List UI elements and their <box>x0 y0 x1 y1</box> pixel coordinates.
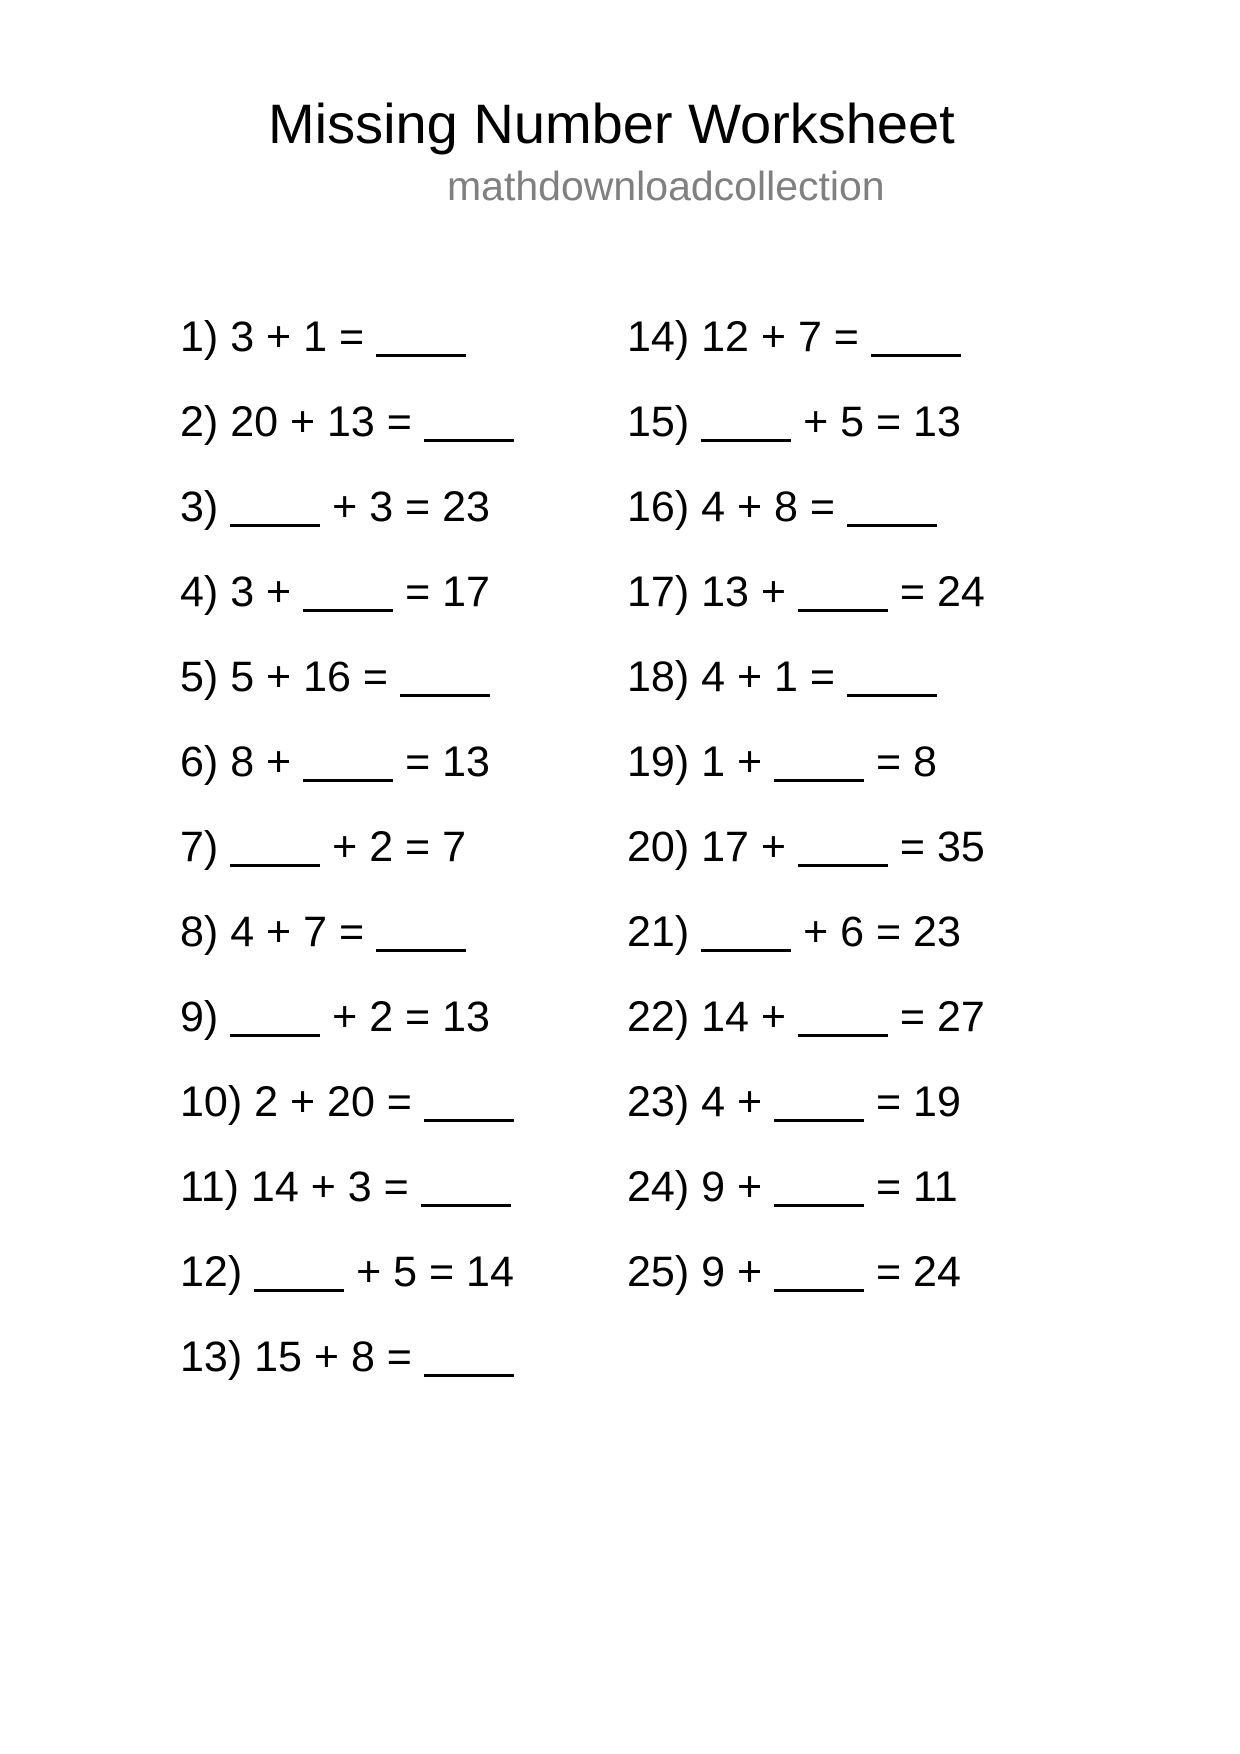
problem-expression: 4 + 7 = <box>230 908 365 956</box>
problem-number: 25) <box>627 1248 690 1296</box>
answer-blank[interactable] <box>871 353 961 357</box>
answer-blank[interactable] <box>424 1373 514 1377</box>
problem-expression: 12 + 7 = <box>701 313 859 361</box>
problem-number: 16) <box>627 483 690 531</box>
problem-number: 9) <box>180 993 219 1041</box>
problem-expression: = 13 <box>405 738 490 786</box>
problem-item <box>627 1077 985 1162</box>
problem-expression: 3 + 1 = <box>230 313 365 361</box>
problem-number: 23) <box>627 1078 690 1126</box>
problem-item <box>180 482 514 567</box>
problem-expression: = 24 <box>899 568 985 616</box>
problem-expression: = 27 <box>899 993 985 1041</box>
worksheet-source: mathdownloadcollection <box>447 163 885 209</box>
problem-number: 4) <box>180 568 219 616</box>
answer-blank[interactable] <box>230 863 320 867</box>
problem-item <box>180 907 514 992</box>
problem-number: 19) <box>627 738 690 786</box>
answer-blank[interactable] <box>774 1118 864 1122</box>
problem-expression: 5 + 16 = <box>230 653 388 701</box>
problem-number: 11) <box>180 1163 239 1211</box>
problem-item <box>627 1247 985 1332</box>
answer-blank[interactable] <box>701 948 791 952</box>
problem-expression: 2 + 20 = <box>254 1078 412 1126</box>
answer-blank[interactable] <box>303 778 393 782</box>
problem-expression: 8 + <box>230 738 292 786</box>
problem-number: 10) <box>180 1078 243 1126</box>
answer-blank[interactable] <box>254 1288 344 1292</box>
problem-item <box>627 907 985 992</box>
problem-item <box>627 652 985 737</box>
answer-blank[interactable] <box>774 1203 864 1207</box>
problem-expression: = 24 <box>876 1248 961 1296</box>
problem-expression: 9 + <box>701 1248 763 1296</box>
problem-number: 24) <box>627 1163 690 1211</box>
answer-blank[interactable] <box>376 353 466 357</box>
answer-blank[interactable] <box>303 608 393 612</box>
problem-expression: = 35 <box>899 823 985 871</box>
answer-blank[interactable] <box>847 693 937 697</box>
problem-number: 8) <box>180 908 219 956</box>
problem-expression: 1 + <box>701 738 763 786</box>
problem-expression: 13 + <box>701 568 786 616</box>
problem-expression: = 8 <box>876 738 937 786</box>
problem-number: 15) <box>627 398 690 446</box>
problem-item <box>180 1077 514 1162</box>
problem-expression: 9 + <box>701 1163 763 1211</box>
problem-expression: + 5 = 14 <box>356 1248 514 1296</box>
problem-expression: 4 + <box>701 1078 763 1126</box>
problem-number: 1) <box>180 313 219 361</box>
answer-blank[interactable] <box>376 948 466 952</box>
problem-expression: 4 + 1 = <box>701 653 836 701</box>
problem-item <box>627 822 985 907</box>
answer-blank[interactable] <box>774 778 864 782</box>
answer-blank[interactable] <box>847 523 937 527</box>
answer-blank[interactable] <box>798 1033 888 1037</box>
answer-blank[interactable] <box>798 863 888 867</box>
worksheet-title: Missing Number Worksheet <box>268 92 955 155</box>
problem-item <box>627 567 985 652</box>
problem-number: 21) <box>627 908 690 956</box>
answer-blank[interactable] <box>230 523 320 527</box>
problem-expression: = 11 <box>876 1163 958 1211</box>
problem-item <box>180 397 514 482</box>
problem-number: 20) <box>627 823 690 871</box>
problem-number: 2) <box>180 398 219 446</box>
problem-number: 3) <box>180 483 219 531</box>
answer-blank[interactable] <box>774 1288 864 1292</box>
answer-blank[interactable] <box>230 1033 320 1037</box>
problem-expression: 3 + <box>230 568 292 616</box>
problem-expression: 14 + <box>701 993 786 1041</box>
problem-expression: = 19 <box>876 1078 961 1126</box>
problem-item <box>627 312 985 397</box>
problem-column-left <box>180 312 514 1417</box>
problem-number: 17) <box>627 568 690 616</box>
problem-item <box>627 1162 985 1247</box>
answer-blank[interactable] <box>424 438 514 442</box>
answer-blank[interactable] <box>424 1118 514 1122</box>
problem-item <box>180 1332 514 1417</box>
problem-item <box>627 737 985 822</box>
problem-expression: + 6 = 23 <box>803 908 961 956</box>
problem-expression: 14 + 3 = <box>250 1163 409 1211</box>
problem-item <box>180 1247 514 1332</box>
answer-blank[interactable] <box>798 608 888 612</box>
problem-item <box>180 652 514 737</box>
problem-item <box>180 567 514 652</box>
problem-expression: + 5 = 13 <box>803 398 961 446</box>
problem-number: 5) <box>180 653 219 701</box>
problem-number: 18) <box>627 653 690 701</box>
problem-number: 6) <box>180 738 219 786</box>
problem-expression: + 2 = 13 <box>332 993 490 1041</box>
problem-item <box>180 1162 514 1247</box>
problem-expression: 4 + 8 = <box>701 483 836 531</box>
problem-expression: + 2 = 7 <box>332 823 467 871</box>
problem-expression: 20 + 13 = <box>230 398 412 446</box>
problem-number: 22) <box>627 993 690 1041</box>
problem-expression: 15 + 8 = <box>254 1333 412 1381</box>
problem-item <box>180 312 514 397</box>
problem-expression: 17 + <box>701 823 786 871</box>
problem-item <box>180 822 514 907</box>
problem-number: 12) <box>180 1248 243 1296</box>
problem-item <box>627 397 985 482</box>
problem-item <box>627 992 985 1077</box>
problem-number: 7) <box>180 823 219 871</box>
problem-item <box>627 482 985 567</box>
problem-item <box>180 992 514 1077</box>
problem-number: 13) <box>180 1333 243 1381</box>
problem-expression: = 17 <box>405 568 490 616</box>
problem-expression: + 3 = 23 <box>332 483 490 531</box>
answer-blank[interactable] <box>400 693 490 697</box>
answer-blank[interactable] <box>421 1203 511 1207</box>
problem-column-right <box>627 312 985 1332</box>
problem-item <box>180 737 514 822</box>
problem-number: 14) <box>627 313 690 361</box>
answer-blank[interactable] <box>701 438 791 442</box>
